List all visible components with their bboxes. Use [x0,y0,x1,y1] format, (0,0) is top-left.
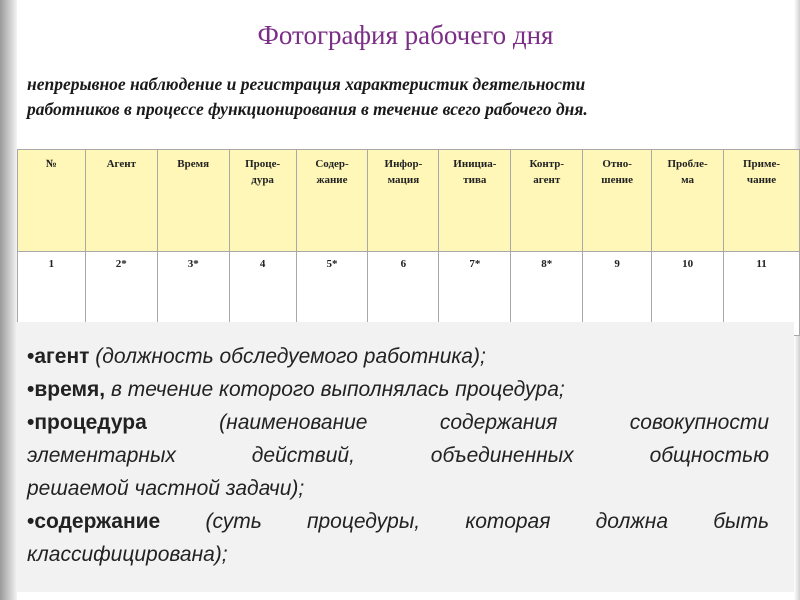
table-header-cell: Инфор- мация [368,150,439,252]
table-cell: 4 [229,252,296,336]
table-cell: 1 [18,252,86,336]
table-header-cell: Агент [85,150,157,252]
notes-panel [17,322,794,592]
note-text: (суть процедуры, которая должна быть [160,510,769,533]
table-header-cell: Время [157,150,229,252]
slide-left-border [0,0,17,600]
table-cell: 2* [85,252,157,336]
slide-title: Фотография рабочего дня [257,20,554,50]
note-time [27,373,769,406]
table-header-cell: № [18,150,86,252]
table-cell: 7* [439,252,511,336]
table-header-cell: Инициа- тива [439,150,511,252]
table-cell: 6 [368,252,439,336]
note-text: в течение которого выполнялась процедура; [105,378,565,401]
note-line: решаемой частной задачи); [27,477,305,500]
table-header-row [18,150,800,252]
table-cell: 10 [652,252,724,336]
observation-table [17,149,800,336]
note-line: классифицирована); [27,543,228,566]
table-header-cell: Содер- жание [296,150,368,252]
note-text: (наименование содержания совокупности [146,411,769,434]
table-cell: 3* [157,252,229,336]
table-header-cell: Отно- шение [583,150,652,252]
table-header-cell: Приме- чание [724,150,800,252]
note-term: •процедура [27,411,147,434]
table-cell: 11 [724,252,800,336]
note-term: •содержание [27,510,161,533]
table-header-cell: Проце- дура [229,150,296,252]
note-text: (должность обследуемого работника); [89,345,486,368]
note-term: •время, [27,378,106,401]
note-procedure [27,406,769,505]
note-line: элементарных действий, объединенных общностью [27,444,769,467]
note-agent [27,340,769,373]
definition-text [27,72,787,122]
note-line [27,505,769,538]
table-header-cell: Пробле- ма [652,150,724,252]
table-cell: 5* [296,252,368,336]
table-cell: 8* [511,252,583,336]
definition-line-1: непрерывное наблюдение и регистрация характеристик деятельности [27,74,586,94]
note-line [27,406,769,439]
note-content [27,505,769,571]
definition-line-2: работников в процессе функционирования в течение всего рабочего дня. [27,99,588,119]
table-header-cell: Контр- агент [511,150,583,252]
note-term: •агент [27,345,90,368]
table-cell: 9 [583,252,652,336]
slide [17,0,794,600]
